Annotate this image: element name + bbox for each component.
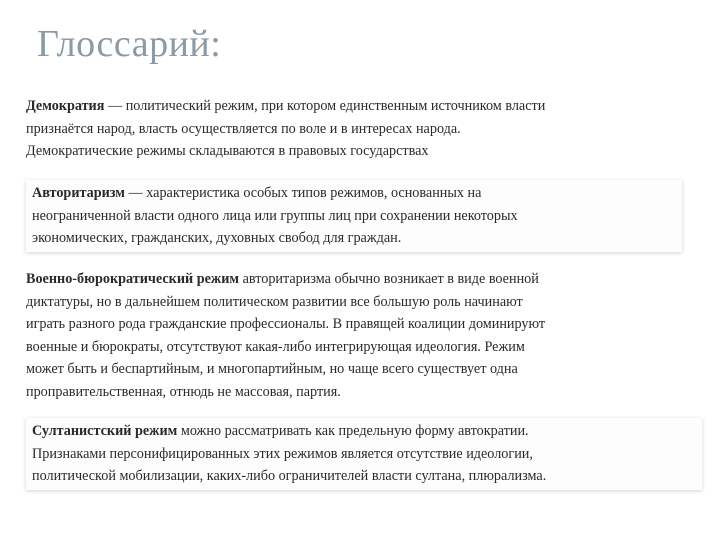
entry-text: — политический режим, при котором единственным источником власти: [104, 98, 546, 114]
entry-term: Военно-бюрократический режим: [26, 271, 240, 287]
glossary-entry-sultanistic: [26, 418, 702, 490]
glossary-entry-military-bureaucratic: [22, 266, 696, 406]
entry-line: [26, 268, 692, 291]
entry-text: играть разного рода гражданские профессионалы. В правящей коалиции доминируют: [26, 316, 546, 333]
entry-text: авторитаризма обычно возникает в виде военной: [239, 271, 539, 287]
entry-text: Признаками персонифицированных этих режимов является отсутствие идеологии,: [32, 445, 533, 462]
entry-text: можно рассматривать как предельную форму автократии.: [177, 423, 529, 439]
entry-text: неограниченной власти одного лица или группы лиц при сохранении некоторых: [32, 207, 518, 224]
entry-text: диктатуры, но в дальнейшем политическом развитии все большую роль начинают: [26, 293, 523, 310]
slide-title: Глоссарий:: [37, 23, 222, 65]
entry-term: Авторитаризм: [32, 185, 125, 201]
entry-term: Демократия: [26, 98, 105, 114]
glossary-entry-democracy: [22, 93, 700, 165]
entry-text: проправительственная, отнюдь не массовая, партия.: [26, 383, 341, 400]
entry-text: может быть и беспартийным, и многопартийным, но чаще всего существует одна: [26, 361, 518, 378]
entry-line: [32, 420, 696, 443]
entry-text: экономических, гражданских, духовных свобод для граждан.: [32, 230, 402, 247]
entry-term: Султанистский режим: [32, 423, 178, 439]
glossary-entry-authoritarianism: [26, 180, 682, 252]
entry-text: политической мобилизации, каких-либо ограничителей власти султана, плюрализма.: [32, 468, 547, 485]
entry-text: военные и бюрократы, отсутствуют какая-либо интегрирующая идеология. Режим: [26, 338, 525, 355]
entry-line: [26, 95, 696, 118]
entry-line: [32, 182, 676, 205]
entry-text: Демократические режимы складываются в правовых государствах: [26, 143, 429, 160]
entry-text: — характеристика особых типов режимов, основанных на: [124, 185, 482, 201]
entry-text: признаётся народ, власть осуществляется по воле и в интересах народа.: [26, 120, 461, 137]
